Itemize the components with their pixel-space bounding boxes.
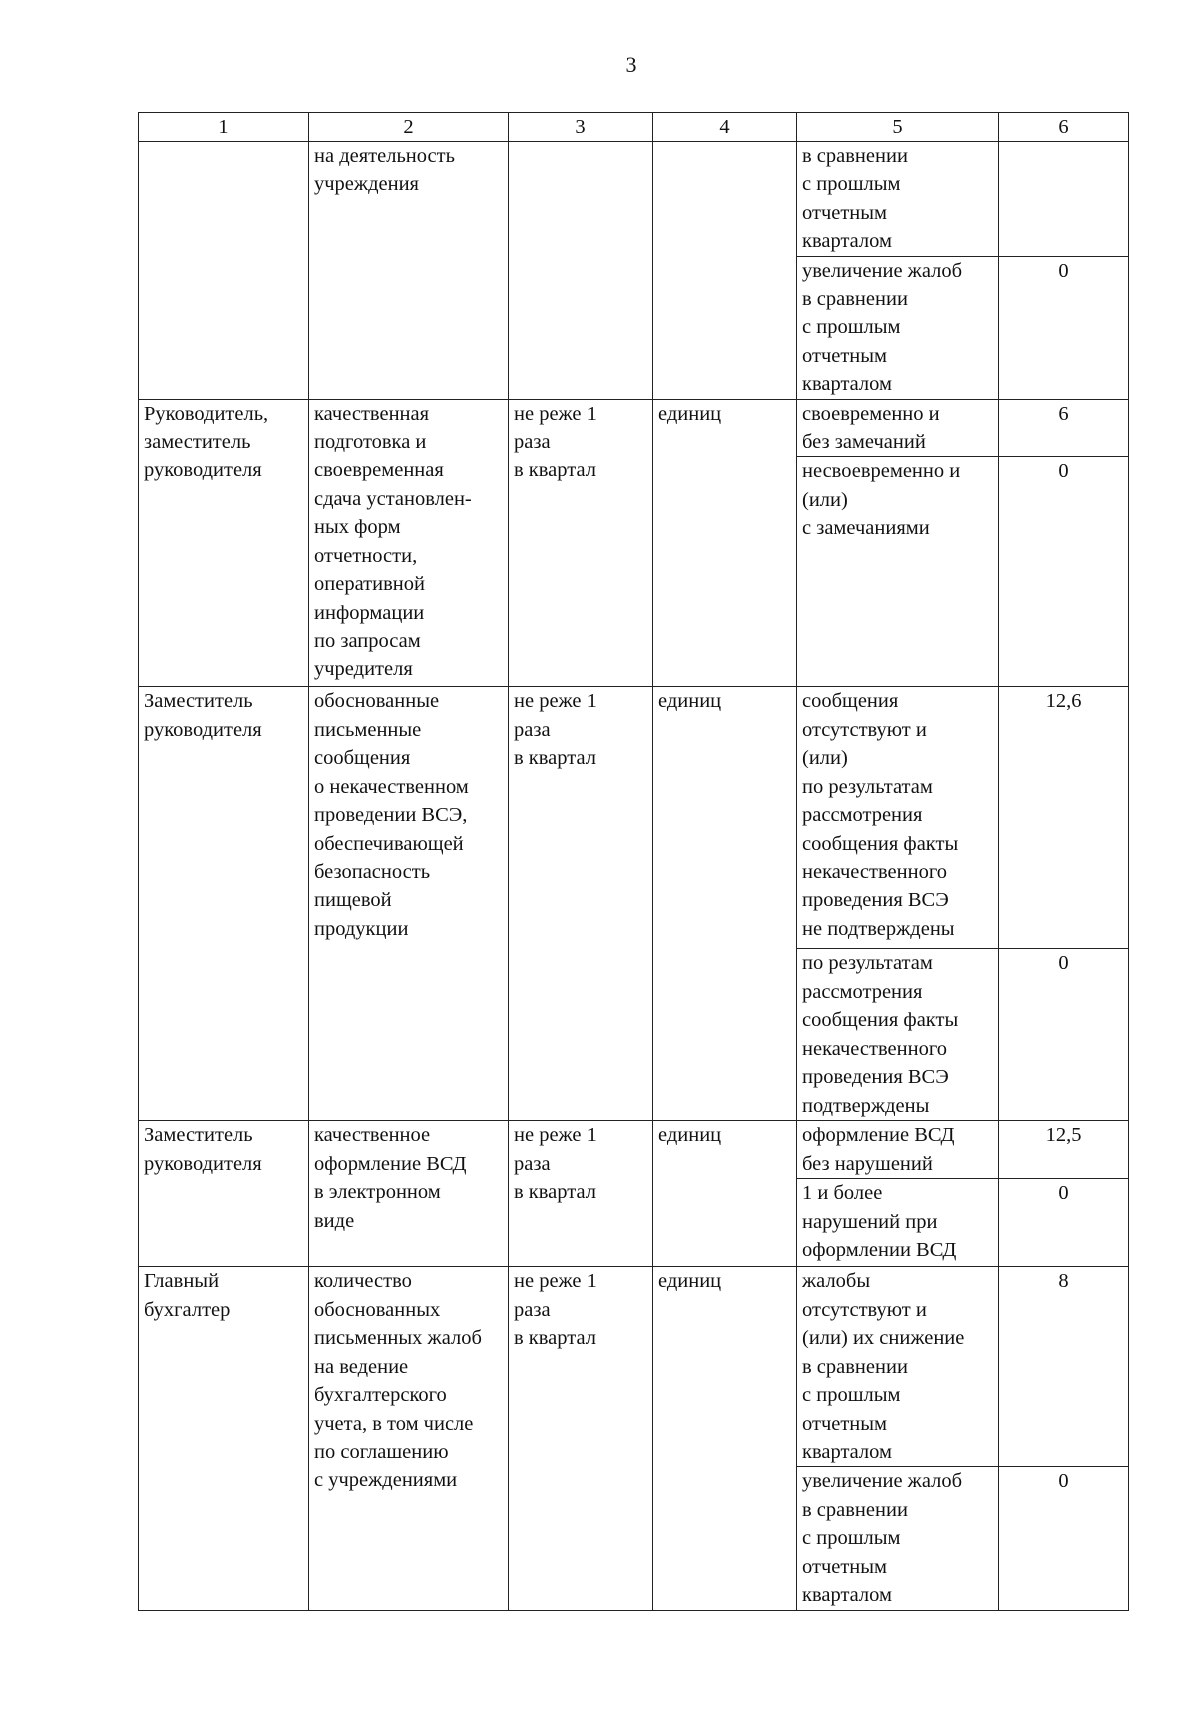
indicator-cell: качественная подготовка и своевременная сдача установлен- ных форм отчетности, оперативной информации по запросам учредителя: [309, 399, 509, 687]
table-row: [139, 1121, 1129, 1179]
unit-cell: [653, 142, 797, 400]
criterion-cell: оформление ВСД без нарушений: [797, 1121, 999, 1179]
position-cell: Заместитель руководителя: [139, 687, 309, 1121]
indicator-cell: количество обоснованных письменных жалоб на ведение бухгалтерского учета, в том числе по соглашению с учреждениями: [309, 1267, 509, 1610]
position-cell: Заместитель руководителя: [139, 1121, 309, 1267]
column-header: 3: [509, 113, 653, 142]
frequency-cell: не реже 1 раза в квартал: [509, 1121, 653, 1267]
table-row: [139, 687, 1129, 949]
score-cell: 0: [999, 256, 1129, 399]
criterion-cell: жалобы отсутствуют и (или) их снижение в сравнении с прошлым отчетным кварталом: [797, 1267, 999, 1467]
unit-cell: единиц: [653, 399, 797, 687]
criterion-cell: увеличение жалоб в сравнении с прошлым отчетным кварталом: [797, 256, 999, 399]
criterion-cell: по результатам рассмотрения сообщения факты некачественного проведения ВСЭ подтверждены: [797, 949, 999, 1121]
column-header: 1: [139, 113, 309, 142]
unit-cell: единиц: [653, 687, 797, 1121]
score-cell: 0: [999, 1467, 1129, 1610]
indicator-cell: качественное оформление ВСД в электронном виде: [309, 1121, 509, 1267]
score-cell: 6: [999, 399, 1129, 457]
criterion-cell: 1 и более нарушений при оформлении ВСД: [797, 1179, 999, 1267]
score-cell: 0: [999, 1179, 1129, 1267]
criterion-cell: несвоевременно и (или) с замечаниями: [797, 457, 999, 687]
score-cell: 0: [999, 457, 1129, 687]
table-row: [139, 399, 1129, 457]
position-cell: Руководитель, заместитель руководителя: [139, 399, 309, 687]
frequency-cell: не реже 1 раза в квартал: [509, 687, 653, 1121]
score-cell: 8: [999, 1267, 1129, 1467]
indicator-cell: на деятельность учреждения: [309, 142, 509, 400]
score-cell: 0: [999, 949, 1129, 1121]
table-row: [139, 1267, 1129, 1467]
unit-cell: единиц: [653, 1267, 797, 1610]
indicator-cell: обоснованные письменные сообщения о некачественном проведении ВСЭ, обеспечивающей безопасность пищевой продукции: [309, 687, 509, 1121]
criterion-cell: своевременно и без замечаний: [797, 399, 999, 457]
position-cell: Главный бухгалтер: [139, 1267, 309, 1610]
column-header: 6: [999, 113, 1129, 142]
score-cell: [999, 142, 1129, 257]
position-cell: [139, 142, 309, 400]
criterion-cell: сообщения отсутствуют и (или) по результатам рассмотрения сообщения факты некачественного проведения ВСЭ не подтверждены: [797, 687, 999, 949]
frequency-cell: [509, 142, 653, 400]
header-row: [139, 113, 1129, 142]
column-header: 5: [797, 113, 999, 142]
page-number: 3: [625, 52, 637, 77]
criterion-cell: в сравнении с прошлым отчетным кварталом: [797, 142, 999, 257]
unit-cell: единиц: [653, 1121, 797, 1267]
column-header: 2: [309, 113, 509, 142]
column-header: 4: [653, 113, 797, 142]
table-row: [139, 142, 1129, 257]
frequency-cell: не реже 1 раза в квартал: [509, 1267, 653, 1610]
criterion-cell: увеличение жалоб в сравнении с прошлым отчетным кварталом: [797, 1467, 999, 1610]
criteria-table: [138, 112, 1129, 1611]
score-cell: 12,6: [999, 687, 1129, 949]
frequency-cell: не реже 1 раза в квартал: [509, 399, 653, 687]
score-cell: 12,5: [999, 1121, 1129, 1179]
